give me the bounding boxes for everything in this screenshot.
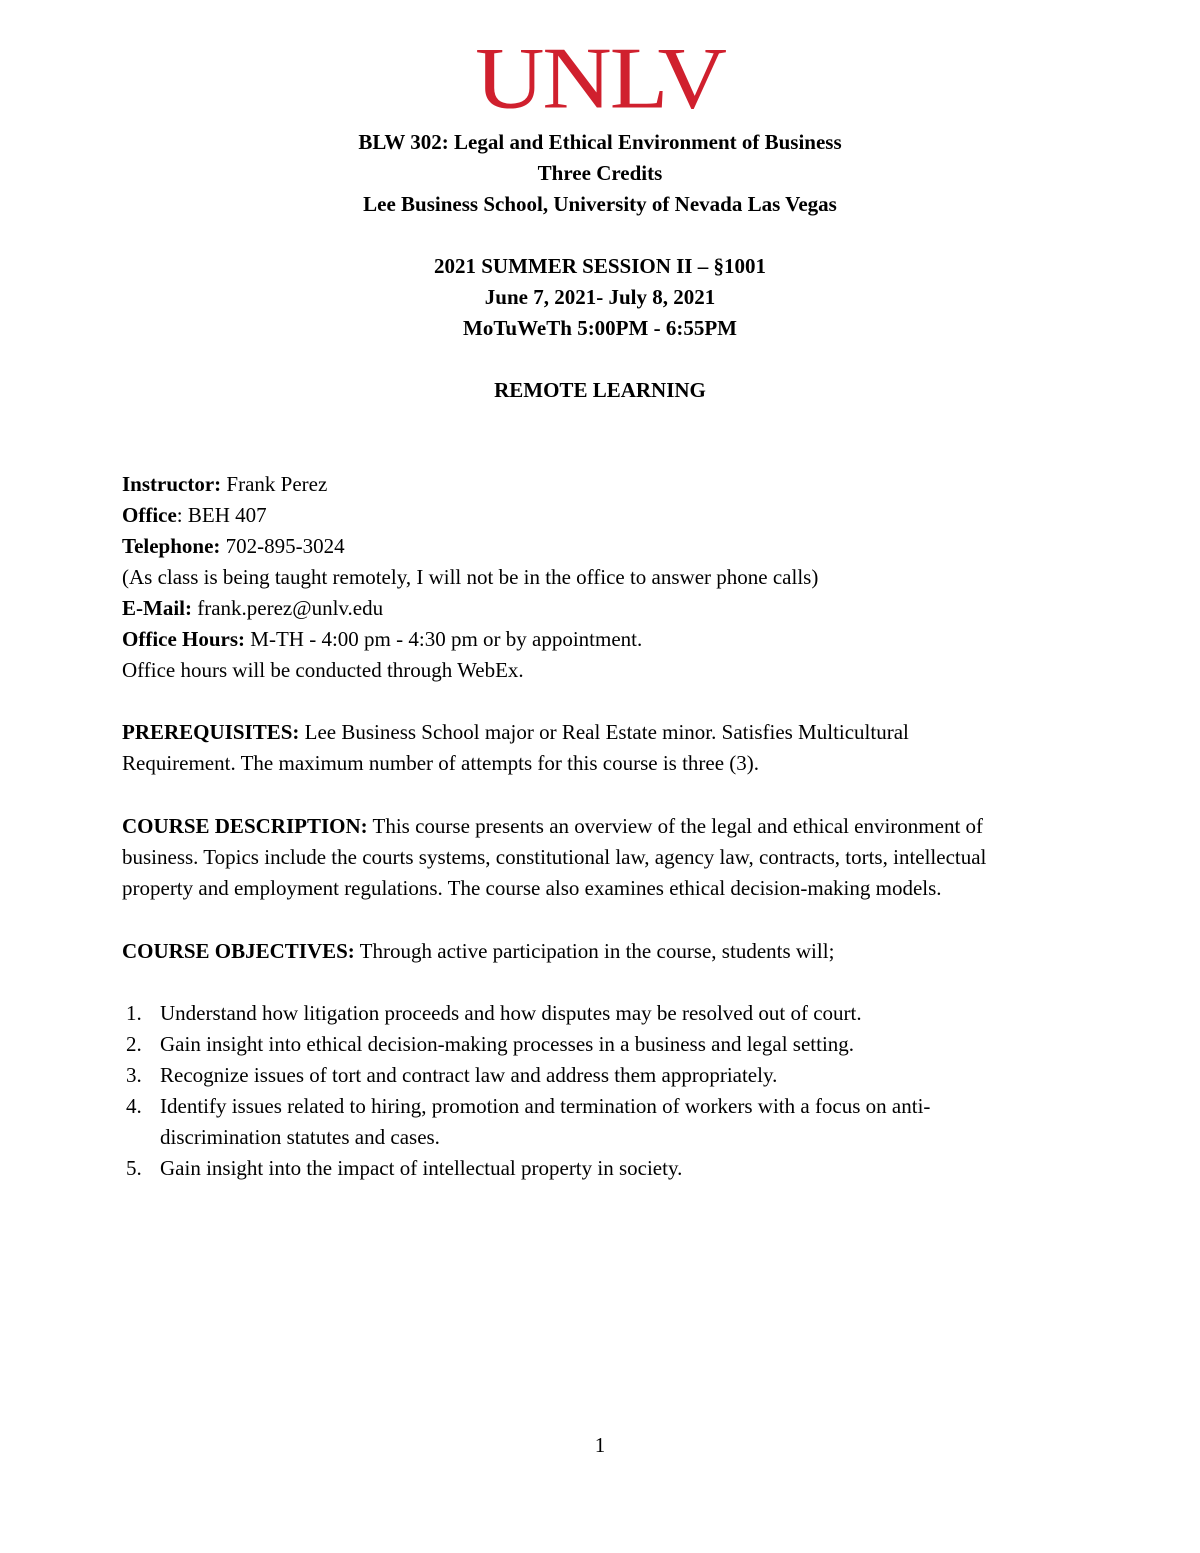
email-value: frank.perez@unlv.edu	[191, 596, 384, 620]
objective-number: 3.	[126, 1063, 142, 1087]
course-credits: Three Credits	[537, 161, 663, 185]
course-objectives-heading	[122, 936, 1112, 967]
office-hours-label: Office Hours:	[122, 627, 246, 651]
instructor-name: Frank Perez	[221, 472, 328, 496]
objectives-list	[122, 998, 1112, 1184]
prerequisites-text-2: Requirement. The maximum number of attempts for this course is three (3).	[122, 751, 760, 775]
course-description-label: COURSE DESCRIPTION:	[122, 814, 368, 838]
course-objectives-intro: Through active participation in the course, students will;	[354, 939, 835, 963]
course-description-text-1: This course presents an overview of the legal and ethical environment of	[367, 814, 984, 838]
prerequisites-label: PREREQUISITES:	[122, 720, 300, 744]
objective-text: Gain insight into ethical decision-making processes in a business and legal setting.	[160, 1032, 855, 1056]
office-hours-line	[122, 624, 1112, 655]
objective-text: Gain insight into the impact of intellectual property in society.	[160, 1156, 683, 1180]
office-line	[122, 500, 1112, 531]
objective-number: 5.	[126, 1156, 142, 1180]
objective-text: Recognize issues of tort and contract law and address them appropriately.	[160, 1063, 778, 1087]
course-description-text-3: property and employment regulations. The course also examines ethical decision-making models.	[122, 876, 942, 900]
prerequisites-section	[122, 717, 1112, 779]
unlv-logo: UNLV	[475, 28, 725, 127]
objective-item	[122, 1091, 1112, 1153]
course-description-text-2: business. Topics include the courts systems, constitutional law, agency law, contracts, torts, intellectual	[122, 845, 987, 869]
course-header	[0, 127, 1200, 220]
phone-note: (As class is being taught remotely, I will not be in the office to answer phone calls)	[122, 565, 819, 589]
course-objectives-label: COURSE OBJECTIVES:	[122, 939, 355, 963]
session-name: 2021 SUMMER SESSION II – §1001	[434, 254, 766, 278]
objective-number: 2.	[126, 1032, 142, 1056]
course-school: Lee Business School, University of Nevada Las Vegas	[363, 192, 837, 216]
objective-item	[122, 1029, 1112, 1060]
office-hours-value: M-TH - 4:00 pm - 4:30 pm or by appointment.	[245, 627, 643, 651]
telephone-value: 702-895-3024	[220, 534, 345, 558]
instructor-label: Instructor:	[122, 472, 222, 496]
objective-item	[122, 998, 1112, 1029]
objective-text: Identify issues related to hiring, promotion and termination of workers with a focus on anti-	[160, 1094, 931, 1118]
mode-header	[0, 375, 1200, 406]
telephone-label: Telephone:	[122, 534, 221, 558]
instructor-line	[122, 469, 1112, 500]
email-label: E-Mail:	[122, 596, 192, 620]
objective-number: 4.	[126, 1094, 142, 1118]
telephone-line	[122, 531, 1112, 562]
learning-mode: REMOTE LEARNING	[494, 378, 706, 402]
objective-number: 1.	[126, 1001, 142, 1025]
objective-text-continued: discrimination statutes and cases.	[160, 1125, 440, 1149]
email-line	[122, 593, 1112, 624]
prerequisites-text-1: Lee Business School major or Real Estate minor. Satisfies Multicultural	[299, 720, 909, 744]
session-schedule: MoTuWeTh 5:00PM - 6:55PM	[463, 316, 737, 340]
page-number: 1	[594, 1433, 606, 1457]
session-dates: June 7, 2021- July 8, 2021	[484, 285, 716, 309]
objective-item	[122, 1060, 1112, 1091]
office-value: : BEH 407	[176, 503, 267, 527]
course-title: BLW 302: Legal and Ethical Environment of Business	[358, 130, 842, 154]
office-hours-note: Office hours will be conducted through WebEx.	[122, 658, 524, 682]
objective-text: Understand how litigation proceeds and how disputes may be resolved out of court.	[160, 1001, 862, 1025]
objective-item	[122, 1153, 1112, 1184]
office-label: Office	[122, 503, 177, 527]
course-description-section	[122, 811, 1112, 904]
contact-info	[122, 469, 1112, 686]
session-header	[0, 251, 1200, 344]
